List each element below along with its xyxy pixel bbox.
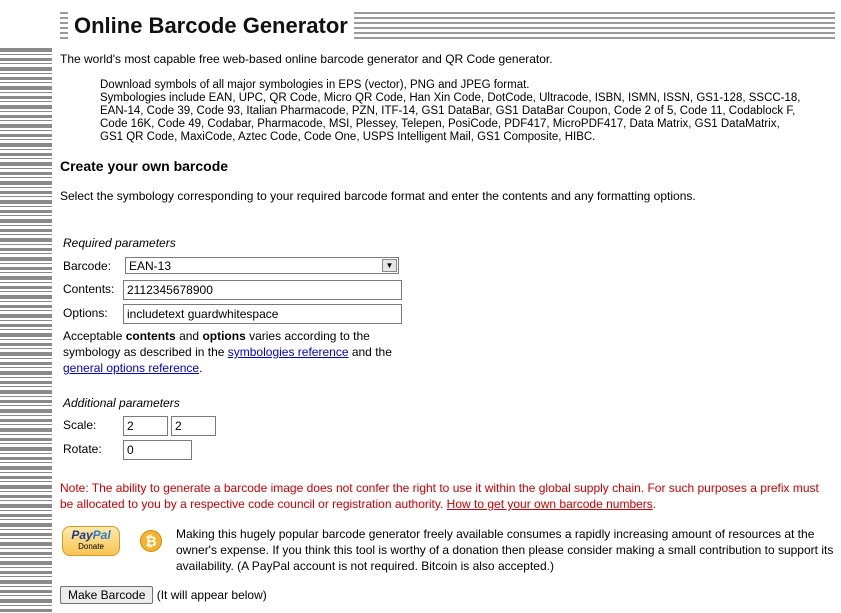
required-parameters-label: Required parameters <box>63 236 176 250</box>
decorative-barcode-stripes <box>0 48 52 613</box>
barcode-select-value: EAN-13 <box>129 259 172 273</box>
create-intro: Select the symbology corresponding to your required barcode format and enter the contents and any formatting options. <box>60 189 696 203</box>
chevron-down-icon[interactable]: ▼ <box>382 259 397 272</box>
make-barcode-row <box>60 586 267 604</box>
help-bold-options: options <box>202 329 246 343</box>
options-input[interactable] <box>123 304 402 324</box>
scale-label: Scale: <box>63 418 97 432</box>
feature-line: Download symbols of all major symbologies in EPS (vector), PNG and JPEG format. <box>100 79 530 91</box>
help-text-part: and <box>175 329 203 343</box>
page-title: Online Barcode Generator <box>68 12 354 40</box>
help-text-part: and the <box>348 345 392 359</box>
help-text-part: varies according to the symbology as described in the <box>63 329 370 359</box>
donate-text: Making this hugely popular barcode generator freely available consumes a rapidly increasing amount of resources at the owner's expense. If you think this tool is worthy of a donation then please consider making a small contribution to support its availability. (A PayPal account is not required. Bitcoin is also accepted.) <box>176 527 834 573</box>
feature-line: Code 16K, Code 49, Codabar, Pharmacode, MSI, Plessey, Telepen, PosiCode, PDF417, MicroPDF417, Data Matrix, GS1 DataMatrix, <box>100 118 780 130</box>
features-list <box>100 79 840 144</box>
contents-input[interactable] <box>123 280 402 300</box>
rotate-row <box>63 440 408 460</box>
feature-line: GS1 QR Code, MaxiCode, Aztec Code, Code One, USPS Intelligent Mail, GS1 Composite, HIBC. <box>100 131 596 143</box>
paypal-icon[interactable] <box>62 526 120 556</box>
note-text: Note: The ability to generate a barcode image does not confer the right to use it within the global supply chain. For such purposes a prefix must be allocated to you by a respective code council or registration authority. <box>60 481 819 511</box>
help-bold-contents: contents <box>125 329 176 343</box>
create-heading: Create your own barcode <box>60 158 229 174</box>
barcode-numbers-link[interactable]: How to get your own barcode numbers <box>446 497 653 511</box>
paypal-donate-label: Donate <box>78 542 104 551</box>
help-text-part: Acceptable <box>63 329 126 343</box>
feature-line: EAN-14, Code 39, Code 93, Italian Pharmacode, PZN, ITF-14, GS1 DataBar, GS1 DataBar Coupon, Code 2 of 5, Code 11, Codablock F, <box>100 105 796 117</box>
general-options-reference-link[interactable]: general options reference <box>63 361 200 375</box>
bitcoin-icon[interactable]: ₿ <box>140 530 162 552</box>
additional-parameters <box>63 396 408 476</box>
supply-chain-note <box>60 480 835 512</box>
note-text-end: . <box>652 497 657 511</box>
tagline: The world's most capable free web-based online barcode generator and QR Code generator. <box>60 52 553 66</box>
rotate-input[interactable] <box>123 440 192 460</box>
paypal-brand-part: Pal <box>92 528 111 542</box>
options-row <box>63 304 408 324</box>
feature-line: Symbologies include EAN, UPC, QR Code, Micro QR Code, Han Xin Code, DotCode, Ultracode, ISBN, ISMN, ISSN, GS1-128, SSCC-18, <box>100 92 801 104</box>
help-text-part: . <box>199 361 203 375</box>
barcode-select[interactable] <box>125 257 399 274</box>
scale-row <box>63 416 408 436</box>
contents-label: Contents: <box>63 282 115 296</box>
make-barcode-button[interactable]: Make Barcode <box>60 586 153 604</box>
options-label: Options: <box>63 306 108 320</box>
scale-x-input[interactable] <box>123 416 168 436</box>
scale-y-input[interactable] <box>171 416 216 436</box>
page-header <box>60 12 835 40</box>
paypal-brand-part: Pay <box>71 528 93 542</box>
rotate-label: Rotate: <box>63 442 102 456</box>
contents-row <box>63 280 408 300</box>
help-text <box>63 328 408 376</box>
barcode-row <box>63 257 408 277</box>
additional-parameters-label: Additional parameters <box>63 396 180 410</box>
symbologies-reference-link[interactable]: symbologies reference <box>227 345 349 359</box>
barcode-label: Barcode: <box>63 259 112 273</box>
make-barcode-hint: (It will appear below) <box>156 588 267 602</box>
